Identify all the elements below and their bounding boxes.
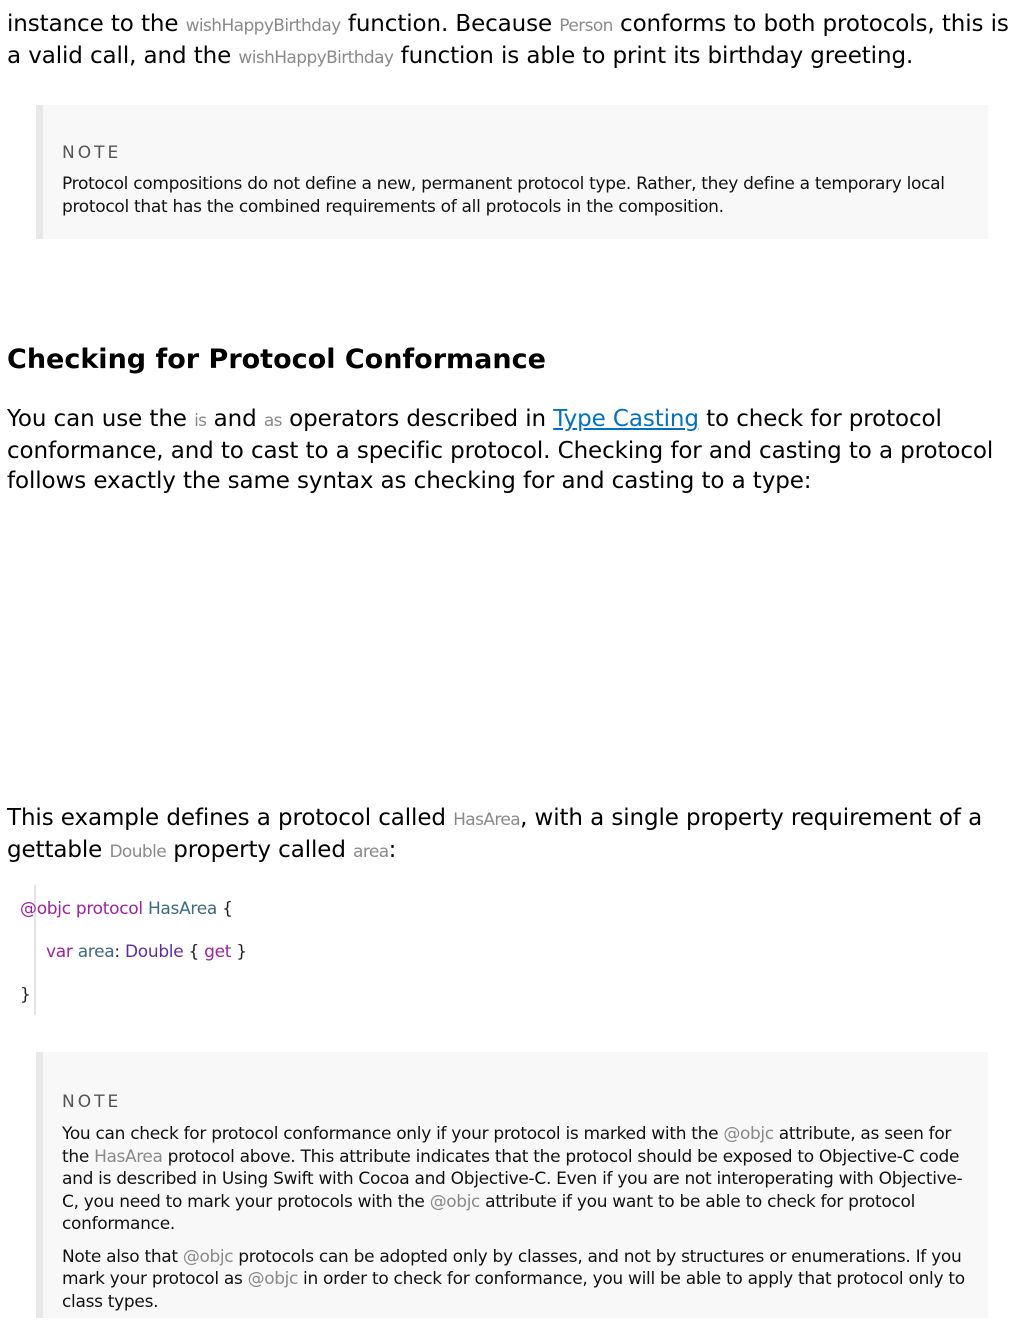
has-area-paragraph xyxy=(7,803,1017,867)
code-term: is xyxy=(194,411,207,431)
text: protocol above. This attribute indicates that the protocol should be exposed to Objective-C code and is described in Using Swift with Cocoa and Objective-C. Even if you are not interoperating with Objective-C, you need to mark your protocols with the xyxy=(62,1146,963,1212)
objc-note-box xyxy=(36,1052,988,1318)
code-token: var xyxy=(46,942,73,962)
note-text xyxy=(62,1246,974,1314)
text: : xyxy=(388,837,397,863)
code-token: } xyxy=(20,985,31,1005)
code-term: HasArea xyxy=(453,810,521,830)
text: You can check for protocol conformance only if your protocol is marked with the xyxy=(62,1124,724,1144)
text: You can use the xyxy=(7,406,195,432)
note-text xyxy=(62,1123,974,1236)
code-token: } xyxy=(236,942,247,962)
text: protocols can be adopted only by classes, and not by structures or enumerations. If you mark your protocol as xyxy=(62,1246,962,1289)
code-line-3 xyxy=(20,985,31,1005)
code-token: area xyxy=(77,942,115,962)
text: This example defines a protocol called xyxy=(7,805,454,831)
code-term: @objc xyxy=(182,1246,234,1267)
note-label: NOTE xyxy=(62,1092,122,1112)
note-label: NOTE xyxy=(62,143,122,163)
text: attribute, as seen for the xyxy=(62,1124,952,1167)
code-term: wishHappyBirthday xyxy=(238,48,394,68)
code-line-2 xyxy=(46,942,247,962)
code-term: Person xyxy=(559,16,613,36)
text: , with a single property requirement of a gettable xyxy=(7,805,983,863)
text: attribute if you want to be able to check for protocol conformance. xyxy=(62,1191,916,1234)
text: instance to the xyxy=(7,11,186,37)
code-token: HasArea xyxy=(147,899,218,919)
note-box xyxy=(36,105,988,239)
text: function. Because xyxy=(340,11,560,37)
code-token: protocol xyxy=(75,899,143,919)
code-token: : xyxy=(114,942,120,962)
text: in order to check for conformance, you will be able to apply that protocol only to class types. xyxy=(62,1269,965,1312)
code-term: HasArea xyxy=(94,1146,163,1167)
text: function is able to print its birthday greeting. xyxy=(393,43,914,69)
code-line-1 xyxy=(20,899,233,919)
type-casting-link[interactable]: Type Casting xyxy=(553,406,699,432)
text: property called xyxy=(166,837,354,863)
intro-paragraph xyxy=(7,9,1017,73)
text: and xyxy=(206,406,264,432)
text: to check for protocol conformance, and to cast to a specific protocol. Checking for and casting to a protocol follows exactly the same syntax as checking for and casting to a type: xyxy=(7,406,994,494)
code-token: @objc xyxy=(20,899,71,919)
code-token: { xyxy=(188,942,200,962)
code-token: { xyxy=(222,899,233,919)
section-heading: Checking for Protocol Conformance xyxy=(7,344,546,375)
code-token: get xyxy=(204,942,232,962)
code-term: wishHappyBirthday xyxy=(185,16,341,36)
code-token: Double xyxy=(124,942,184,962)
code-term: Double xyxy=(109,842,167,862)
type-casting-paragraph xyxy=(7,404,1017,496)
code-term: @objc xyxy=(247,1269,298,1289)
text: operators described in xyxy=(281,406,554,432)
code-block xyxy=(20,885,636,1015)
note-text: Protocol compositions do not define a new, permanent protocol type. Rather, they define a temporary local protocol that has the combined requirements of all protocols in the composition. xyxy=(62,174,945,217)
code-term: as xyxy=(263,411,282,431)
text: conforms to both protocols, this is a valid call, and the xyxy=(7,11,1009,69)
code-term: @objc xyxy=(429,1191,480,1212)
code-term: @objc xyxy=(723,1124,774,1144)
code-term: area xyxy=(353,842,389,862)
text: Note also that xyxy=(62,1246,183,1267)
